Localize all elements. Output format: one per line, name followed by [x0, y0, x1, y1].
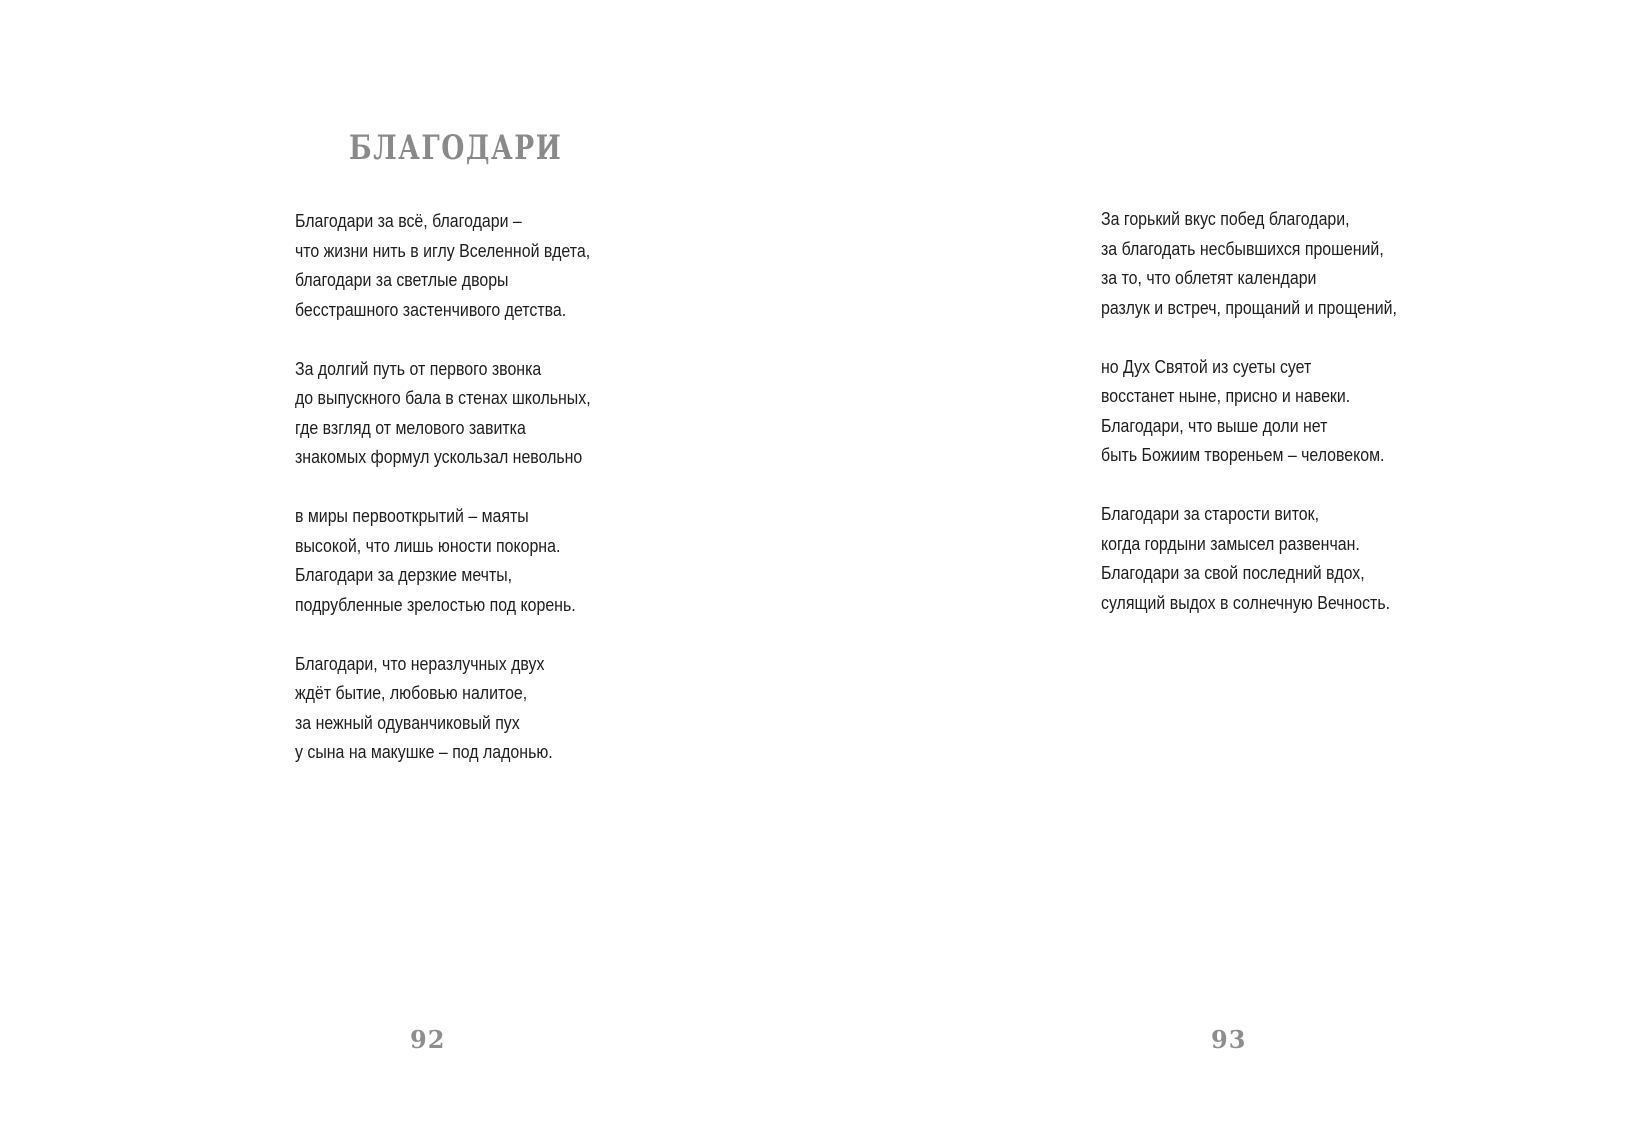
poem-line: до выпускного бала в стенах школьных,: [295, 387, 591, 408]
poem-line: подрубленные зрелостью под корень.: [295, 593, 576, 615]
stanza: [1101, 352, 1397, 470]
poem-line: сулящий выдох в солнечную Вечность.: [1101, 591, 1391, 613]
poem-line: в миры первооткрытий – маяты: [295, 505, 529, 526]
page-number-left: 92: [410, 1025, 446, 1054]
poem-line: быть Божиим твореньем – человеком.: [1101, 444, 1385, 465]
poem-line: За долгий путь от первого звонка: [295, 357, 542, 379]
poem-line: Благодари, что неразлучных двух: [295, 652, 545, 674]
poem-line: что жизни нить в иглу Вселенной вдета,: [295, 239, 591, 261]
poem-line: за нежный одуванчиковый пух: [295, 711, 520, 733]
stanza: [1101, 204, 1397, 322]
right-page: [822, 0, 1644, 1134]
poem-line: Благодари за дерзкие мечты,: [295, 564, 513, 585]
poem-line: Благодари, что выше доли нет: [1101, 414, 1328, 436]
poem-line: за благодать несбывшихся прошений,: [1101, 237, 1384, 259]
stanza: [295, 206, 591, 324]
stanza: [295, 501, 591, 619]
poem-line: ждёт бытие, любовью налитое,: [295, 682, 528, 703]
poem-line: за то, что облетят календари: [1101, 267, 1317, 288]
poem-line: бесстрашного застенчивого детства.: [295, 298, 567, 320]
poem-line: у сына на макушке – под ладонью.: [295, 741, 553, 762]
poem-line: высокой, что лишь юности покорна.: [295, 534, 561, 556]
poem-body-left: [295, 206, 591, 796]
poem-line: разлук и встреч, прощаний и прощений,: [1101, 296, 1397, 318]
stanza: [295, 354, 591, 472]
poem-line: благодари за светлые дворы: [295, 269, 509, 290]
poem-line: Благодари за свой последний вдох,: [1101, 562, 1365, 583]
poem-line: Благодари за старости виток,: [1101, 503, 1320, 524]
poem-line: когда гордыни замысел развенчан.: [1101, 532, 1360, 554]
poem-title: БЛАГОДАРИ: [349, 128, 563, 168]
poem-line: восстанет ныне, присно и навеки.: [1101, 385, 1351, 406]
poem-body-right: [1101, 204, 1397, 647]
poem-line: Благодари за всё, благодари –: [295, 210, 522, 231]
poem-line: где взгляд от мелового завитка: [295, 416, 526, 438]
poem-line: но Дух Святой из суеты сует: [1101, 355, 1312, 377]
page-number-right: 93: [1211, 1025, 1247, 1054]
stanza: [295, 649, 591, 767]
stanza: [1101, 499, 1397, 617]
poem-line: знакомых формул ускользал невольно: [295, 446, 583, 467]
poem-line: За горький вкус побед благодари,: [1101, 208, 1350, 229]
